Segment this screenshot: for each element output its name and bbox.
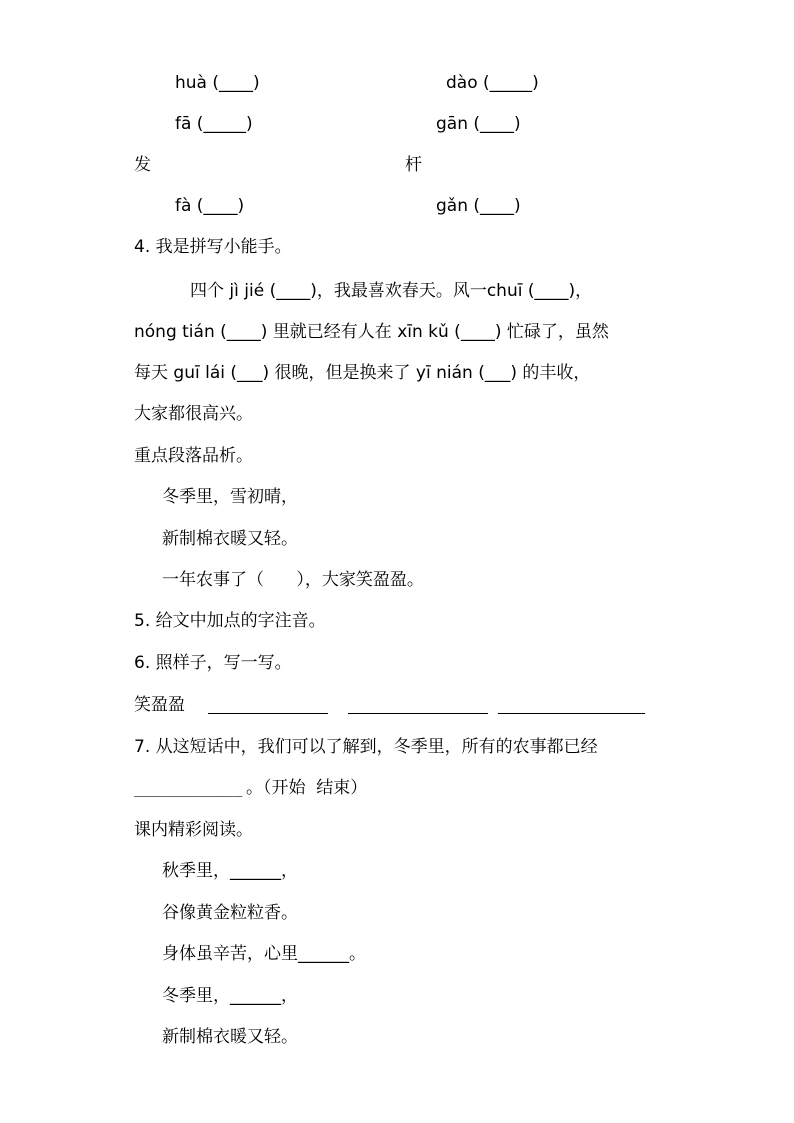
pinyin-hua-blank[interactable]: huà (____)	[175, 73, 260, 93]
poem-line-with-blank[interactable]: 身体虽辛苦，心里______。	[162, 944, 366, 964]
question-7-options: 。（开始 结束）	[246, 778, 368, 798]
question-4-line-2[interactable]: nóng tián (____) 里就已经有人在 xīn kǔ (____) 忙碌了，虽然	[134, 322, 609, 342]
section-heading-reading: 课内精彩阅读。	[134, 820, 253, 840]
section-heading-key-paragraph: 重点段落品析。	[134, 446, 253, 466]
question-4-title: 4. 我是拼写小能手。	[134, 237, 292, 257]
poem-line: 谷像黄金粒粒香。	[162, 903, 298, 923]
question-4-line-1[interactable]: 四个 jì jié (____)，我最喜欢春天。风一chuī (____)，	[190, 281, 593, 301]
pinyin-dao-blank[interactable]: dào (_____)	[446, 73, 539, 93]
polyphone-char-fa: 发	[134, 155, 151, 175]
question-5: 5. 给文中加点的字注音。	[134, 611, 326, 631]
question-7-blank[interactable]: ____________	[134, 779, 243, 797]
answer-blank-2[interactable]	[348, 713, 488, 714]
poem-line: 冬季里，雪初晴，	[162, 487, 298, 507]
question-7-line-1: 7. 从这短话中，我们可以了解到，冬季里，所有的农事都已经	[134, 737, 598, 757]
poem-line: 新制棉衣暖又轻。	[162, 1027, 298, 1047]
answer-blank-3[interactable]	[498, 713, 645, 714]
poem-line: 新制棉衣暖又轻。	[162, 529, 298, 549]
poem-line-with-blank[interactable]: 一年农事了（ ），大家笑盈盈。	[162, 570, 424, 590]
answer-blank-1[interactable]	[208, 713, 328, 714]
question-4-line-3[interactable]: 每天 guī lái (___) 很晚，但是换来了 yī nián (___) 的丰收，	[134, 363, 591, 383]
pinyin-fa4-blank[interactable]: fà (____)	[175, 196, 245, 216]
polyphone-char-gan: 杆	[405, 155, 422, 175]
pinyin-gan1-blank[interactable]: gān (____)	[436, 114, 521, 134]
question-6-example: 笑盈盈	[134, 695, 185, 715]
pinyin-fa1-blank[interactable]: fā (_____)	[175, 114, 253, 134]
poem-line-with-blank[interactable]: 冬季里，______，	[162, 986, 298, 1006]
pinyin-gan3-blank[interactable]: gǎn (____)	[436, 196, 521, 216]
poem-line-with-blank[interactable]: 秋季里，______，	[162, 861, 298, 881]
question-4-line-4: 大家都很高兴。	[134, 404, 253, 424]
question-6: 6. 照样子，写一写。	[134, 653, 292, 673]
